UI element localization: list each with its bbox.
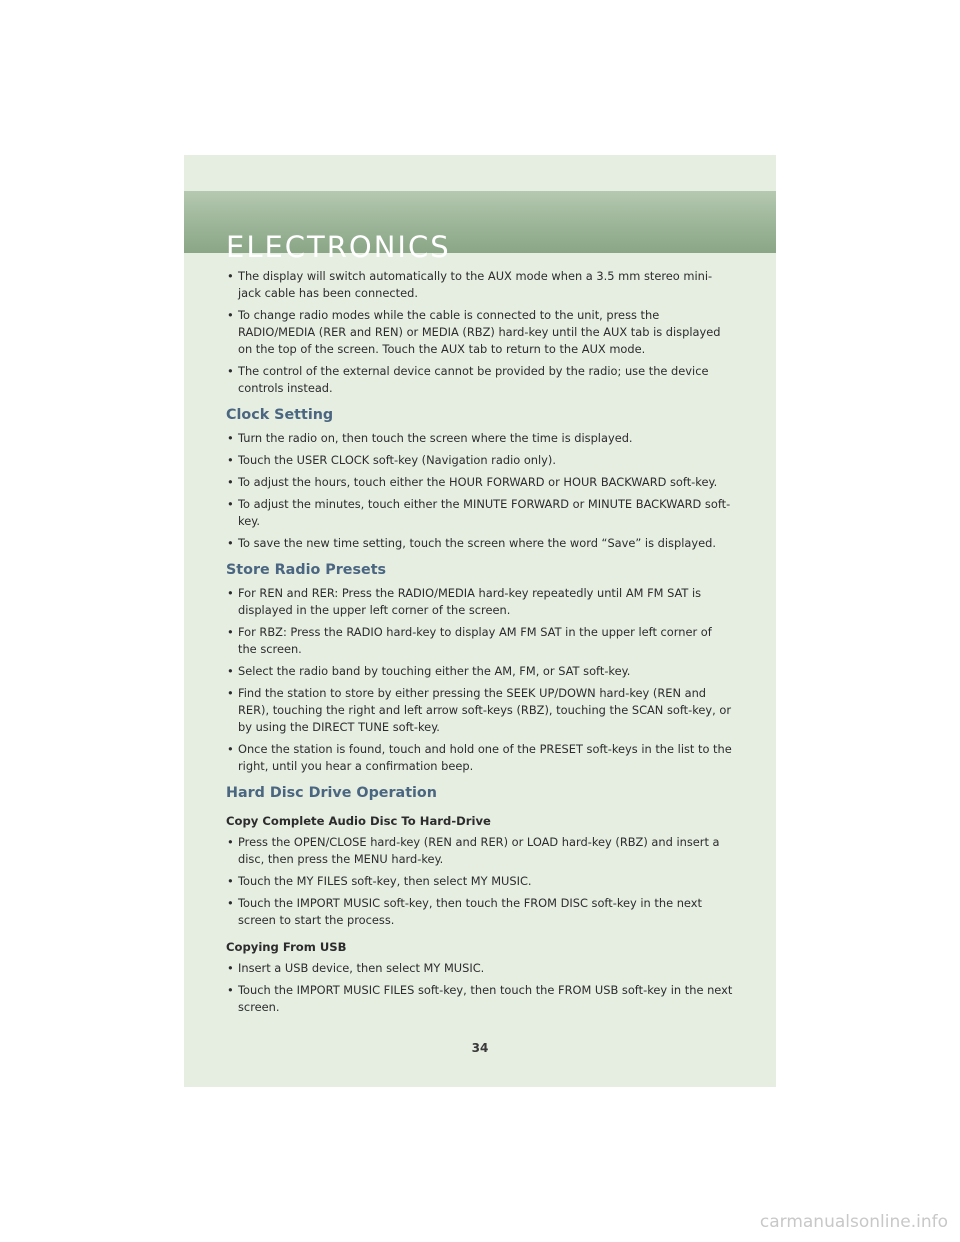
section-title: ELECTRONICS: [226, 230, 451, 264]
list-item: [226, 873, 734, 890]
list-item: [226, 960, 734, 977]
bullet-text: Turn the radio on, then touch the screen where the time is displayed.: [238, 431, 633, 445]
list-item: [226, 307, 734, 358]
list-item: [226, 624, 734, 658]
watermark-text: carmanualsonline.info: [759, 1212, 948, 1232]
bullet-text: Press the OPEN/CLOSE hard-key (REN and RER) or LOAD hard-key (RBZ) and insert a disc, then press the MENU hard-key.: [238, 835, 720, 866]
bullet-text: For REN and RER: Press the RADIO/MEDIA hard-key repeatedly until AM FM SAT is displayed in the upper left corner of the screen.: [238, 586, 702, 617]
list-item: [226, 741, 734, 775]
bullet-text: Touch the USER CLOCK soft-key (Navigation radio only).: [238, 453, 556, 467]
list-item: [226, 268, 734, 302]
bullet-text: Once the station is found, touch and hold one of the PRESET soft-keys in the list to the right, until you hear a confirmation beep.: [238, 742, 732, 773]
list-item: [226, 834, 734, 868]
manual-page: [184, 155, 776, 1087]
bullet-text: For RBZ: Press the RADIO hard-key to display AM FM SAT in the upper left corner of the screen.: [238, 625, 712, 656]
list-item: [226, 663, 734, 680]
list-item: [226, 430, 734, 447]
bullet-glyph: •: [227, 269, 234, 283]
list-item: [226, 982, 734, 1016]
list-item: [226, 685, 734, 736]
clock-setting-heading: Clock Setting: [226, 407, 334, 423]
hard-disc-drive-heading: Hard Disc Drive Operation: [226, 785, 437, 801]
list-item: [226, 452, 734, 469]
bullet-glyph: •: [227, 475, 234, 489]
list-item: [226, 535, 734, 552]
bullet-text: Touch the IMPORT MUSIC soft-key, then touch the FROM DISC soft-key in the next screen to start the process.: [238, 896, 702, 927]
bullet-text: Touch the MY FILES soft-key, then select MY MUSIC.: [238, 874, 532, 888]
bullet-glyph: •: [227, 308, 234, 322]
section-header-band: [184, 191, 776, 264]
bullet-glyph: •: [227, 983, 234, 997]
bullet-glyph: •: [227, 497, 234, 511]
page-content: [226, 268, 734, 1021]
bullet-glyph: •: [227, 431, 234, 445]
bullet-glyph: •: [227, 686, 234, 700]
bullet-text: Select the radio band by touching either the AM, FM, or SAT soft-key.: [238, 664, 631, 678]
bullet-text: To change radio modes while the cable is connected to the unit, press the RADIO/MEDIA (RER and REN) or MEDIA (RBZ) hard-key until the AUX tab is displayed on the top of the screen. Touch the AUX tab to return to the AUX mode.: [238, 308, 721, 356]
bullet-glyph: •: [227, 835, 234, 849]
bullet-text: To save the new time setting, touch the screen where the word “Save” is displayed.: [238, 536, 716, 550]
bullet-text: The display will switch automatically to the AUX mode when a 3.5 mm stereo mini-jack cable has been connected.: [238, 269, 713, 300]
list-item: [226, 363, 734, 397]
bullet-text: To adjust the hours, touch either the HOUR FORWARD or HOUR BACKWARD soft-key.: [238, 475, 718, 489]
bullet-text: Touch the IMPORT MUSIC FILES soft-key, then touch the FROM USB soft-key in the next screen.: [238, 983, 733, 1014]
bullet-glyph: •: [227, 896, 234, 910]
copy-audio-disc-subheading: Copy Complete Audio Disc To Hard-Drive: [226, 814, 491, 828]
bullet-glyph: •: [227, 961, 234, 975]
list-item: [226, 474, 734, 491]
bullet-glyph: •: [227, 625, 234, 639]
bullet-text: To adjust the minutes, touch either the MINUTE FORWARD or MINUTE BACKWARD soft-key.: [238, 497, 731, 528]
bullet-glyph: •: [227, 586, 234, 600]
bullet-glyph: •: [227, 664, 234, 678]
list-item: [226, 496, 734, 530]
store-radio-presets-heading: Store Radio Presets: [226, 562, 387, 578]
bullet-glyph: •: [227, 453, 234, 467]
bullet-glyph: •: [227, 742, 234, 756]
list-item: [226, 585, 734, 619]
bullet-text: Find the station to store by either pressing the SEEK UP/DOWN hard-key (REN and RER), touching the right and left arrow soft-keys (RBZ), touching the SCAN soft-key, or by using the DIRECT TUNE soft-key.: [238, 686, 732, 734]
bullet-text: Insert a USB device, then select MY MUSIC.: [238, 961, 485, 975]
bullet-glyph: •: [227, 364, 234, 378]
page-number: 34: [471, 1041, 489, 1055]
bullet-text: The control of the external device cannot be provided by the radio; use the device controls instead.: [238, 364, 709, 395]
bullet-glyph: •: [227, 536, 234, 550]
bullet-glyph: •: [227, 874, 234, 888]
copying-from-usb-subheading: Copying From USB: [226, 940, 347, 954]
list-item: [226, 895, 734, 929]
